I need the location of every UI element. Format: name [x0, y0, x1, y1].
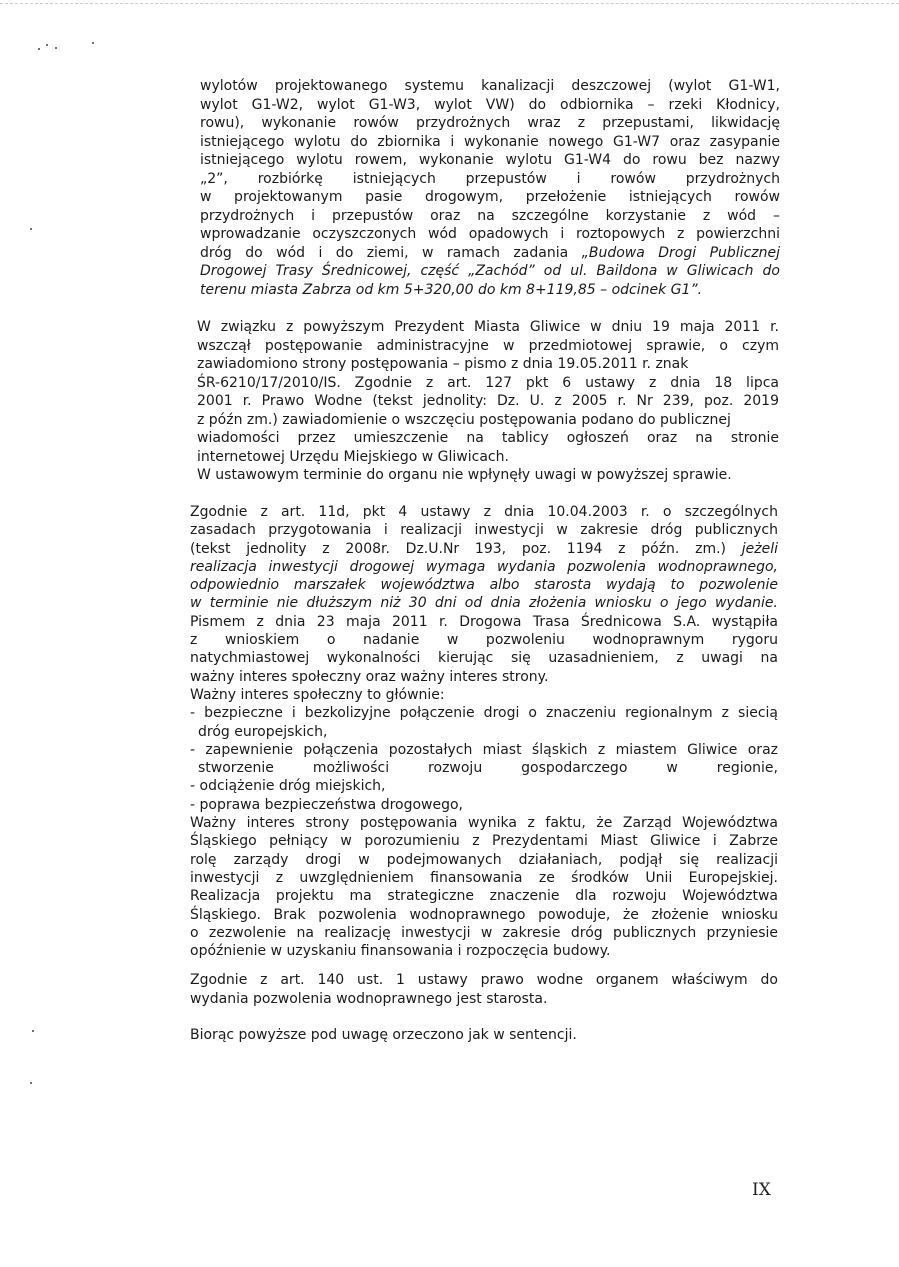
paragraph-competent-authority: [190, 971, 778, 1008]
text-segment: wprowadzanie oczyszczonych wód opadowych i roztopowych z powierzchni: [200, 226, 780, 242]
text-segment: wylotów projektowanego systemu kanalizacji deszczowej (wylot G1-W1,: [200, 78, 780, 94]
text-line: [190, 906, 778, 924]
text-segment: „2”, rozbiórkę istniejących przepustów i rowów przydrożnych: [200, 170, 780, 187]
text-segment: w projektowanym pasie drogowym, przełożenie istniejących rowów: [200, 189, 780, 205]
text-line: [190, 631, 778, 649]
text-line: [190, 887, 778, 905]
text-line: [200, 96, 780, 115]
text-segment: 2001 r. Prawo Wodne (tekst jednolity: Dz. U. z 2005 r. Nr 239, poz. 2019: [197, 393, 779, 409]
text-segment: ważny interes społeczny oraz ważny interes strony.: [190, 668, 549, 685]
text-segment: istniejącego wylotu rowem, wykonanie wylotu G1-W4 do rowu bez nazwy: [200, 152, 780, 168]
text-line: [200, 170, 780, 189]
text-line: [190, 558, 778, 576]
paragraph-project-scope: [200, 77, 780, 299]
text-line: [190, 594, 778, 612]
text-segment: Biorąc powyższe pod uwagę orzeczono jak w sentencji.: [190, 1027, 577, 1043]
text-segment: o zezwolenie na realizację inwestycji w zakresie dróg publicznych przyniesie: [190, 924, 778, 941]
italic-text: „Budowa Drogi Publicznej: [581, 244, 780, 261]
text-line: [200, 188, 780, 207]
text-line: [190, 741, 778, 759]
scan-speck: [46, 44, 48, 46]
text-line: [190, 540, 778, 558]
page-number: IX: [752, 1180, 771, 1200]
text-line: [190, 924, 778, 942]
text-line: [190, 832, 778, 850]
text-segment: - bezpieczne i bezkolizyjne połączenie drogi o znaczeniu regionalnym z siecią: [190, 705, 778, 722]
text-line: [190, 686, 778, 704]
italic-text: jeżeli: [741, 540, 778, 557]
text-line: [200, 133, 780, 152]
text-line: [190, 814, 778, 832]
text-segment: wydania pozwolenia wodnoprawnego jest starosta.: [190, 990, 548, 1007]
scan-speck: [55, 47, 57, 49]
paragraph-justification: [190, 503, 778, 960]
scan-speck: [32, 1030, 34, 1032]
text-segment: Ważny interes strony postępowania wynika z faktu, że Zarząd Województwa: [190, 815, 778, 832]
text-line: [200, 281, 780, 300]
italic-text: realizacja inwestycji drogowej wymaga wydania pozwolenia wodnoprawnego,: [190, 558, 778, 575]
text-segment: ŚR-6210/17/2010/IS. Zgodnie z art. 127 pkt 6 ustawy z dnia 18 lipca: [197, 374, 779, 391]
text-segment: - poprawa bezpieczeństwa drogowego,: [190, 796, 464, 813]
text-segment: Ważny interes społeczny to głównie:: [190, 686, 445, 703]
scan-speck: [30, 228, 32, 230]
text-line: [197, 374, 779, 393]
text-segment: z wnioskiem o nadanie w pozwoleniu wodnoprawnym rygoru: [190, 632, 778, 649]
text-line: [197, 318, 779, 337]
text-line: [190, 576, 778, 594]
text-line: [200, 114, 780, 133]
italic-text: Drogowej Trasy Średnicowej, część „Zachód” od ul. Baildona w Gliwicach do: [200, 263, 780, 279]
text-line: [190, 613, 778, 631]
text-line: [190, 723, 778, 741]
text-line: [197, 448, 779, 467]
text-line: [197, 466, 779, 485]
text-line: [190, 521, 778, 539]
text-segment: zasadach przygotowania i realizacji inwestycji w zakresie dróg publicznych: [190, 522, 778, 539]
italic-text: odpowiednio marszałek województwa albo starosta wydają to pozwolenie: [190, 577, 778, 594]
text-segment: rolę zarządy drogi w podejmowanych działaniach, podjął się realizacji: [190, 851, 778, 868]
scan-speck: [92, 42, 94, 44]
text-segment: Realizacja projektu ma strategiczne znaczenie dla rozwoju Województwa: [190, 888, 778, 905]
text-segment: opóźnienie w uzyskaniu finansowania i rozpoczęcia budowy.: [190, 943, 611, 960]
text-segment: internetowej Urzędu Miejskiego w Gliwicach.: [197, 448, 509, 465]
text-line: [190, 869, 778, 887]
text-segment: rowu), wykonanie rowów przydrożnych wraz z przepustami, likwidację: [200, 115, 780, 131]
text-line: [190, 990, 778, 1009]
text-line: [190, 796, 778, 814]
text-line: [197, 392, 779, 411]
text-segment: przydrożnych i przepustów oraz na szczególne korzystanie z wód –: [200, 207, 780, 224]
scan-speck: [38, 48, 40, 50]
text-segment: natychmiastowej wykonalności kierując się uzasadnieniem, z uwagi na: [190, 650, 778, 667]
italic-text: w terminie nie dłuższym niż 30 dni od dnia złożenia wniosku o jego wydanie.: [190, 595, 778, 612]
paragraph-conclusion: [190, 1026, 778, 1045]
text-line: [197, 429, 779, 448]
text-line: [190, 668, 778, 686]
text-segment: (tekst jednolity z 2008r. Dz.U.Nr 193, poz. 1194 z późn. zm.): [190, 540, 742, 557]
text-segment: stworzenie możliwości rozwoju gospodarczego w regionie,: [198, 760, 778, 777]
text-segment: Śląskiego. Brak pozwolenia wodnoprawnego powoduje, że złożenie wniosku: [190, 906, 778, 923]
text-line: [190, 851, 778, 869]
text-line: [197, 411, 779, 430]
text-line: [197, 337, 779, 356]
text-segment: wszczął postępowanie administracyjne w przedmiotowej sprawie, o czym: [197, 337, 779, 354]
text-segment: - odciążenie dróg miejskich,: [190, 778, 386, 795]
text-segment: - zapewnienie połączenia pozostałych miast śląskich z miastem Gliwice oraz: [190, 741, 778, 758]
text-segment: zawiadomiono strony postępowania – pismo z dnia 19.05.2011 r. znak: [197, 356, 689, 372]
text-line: [200, 207, 780, 226]
text-line: [200, 225, 780, 244]
text-line: [190, 942, 778, 960]
text-segment: wiadomości przez umieszczenie na tablicy ogłoszeń oraz na stronie: [197, 430, 779, 446]
text-segment: istniejącego wylotu do zbiornika i wykonanie nowego G1-W7 oraz zasypanie: [200, 133, 780, 150]
text-segment: Pismem z dnia 23 maja 2011 r. Drogowa Trasa Średnicowa S.A. wystąpiła: [190, 613, 778, 630]
text-segment: Śląskiego pełniący w porozumieniu z Prezydentami Miast Gliwice i Zabrze: [190, 833, 778, 850]
text-segment: wylot G1-W2, wylot G1-W3, wylot VW) do odbiornika – rzeki Kłodnicy,: [200, 96, 780, 113]
text-line: [200, 262, 780, 281]
text-segment: W ustawowym terminie do organu nie wpłynęły uwagi w powyższej sprawie.: [197, 467, 732, 483]
scan-speck: [30, 1082, 32, 1084]
text-line: [200, 77, 780, 96]
paragraph-proceedings: [197, 318, 779, 485]
text-line: [190, 1026, 778, 1045]
text-line: [190, 971, 778, 990]
text-segment: Zgodnie z art. 11d, pkt 4 ustawy z dnia 10.04.2003 r. o szczególnych: [190, 504, 778, 520]
text-segment: Zgodnie z art. 140 ust. 1 ustawy prawo wodne organem właściwym do: [190, 972, 778, 988]
text-segment: inwestycji z uwzględnieniem finansowania ze środków Unii Europejskiej.: [190, 869, 778, 886]
scan-edge-line: [0, 3, 899, 4]
text-segment: z późn zm.) zawiadomienie o wszczęciu postępowania podano do publicznej: [197, 411, 731, 428]
text-line: [200, 151, 780, 170]
text-line: [197, 355, 779, 374]
text-line: [200, 244, 780, 263]
text-line: [190, 503, 778, 521]
text-segment: dróg do wód i do ziemi, w ramach zadania: [200, 244, 582, 261]
italic-text: terenu miasta Zabrza od km 5+320,00 do km 8+119,85 – odcinek G1”.: [200, 281, 703, 298]
text-line: [190, 704, 778, 722]
text-line: [190, 649, 778, 667]
text-line: [190, 759, 778, 777]
text-segment: dróg europejskich,: [198, 723, 328, 740]
text-line: [190, 777, 778, 795]
text-segment: W związku z powyższym Prezydent Miasta Gliwice w dniu 19 maja 2011 r.: [197, 319, 779, 335]
